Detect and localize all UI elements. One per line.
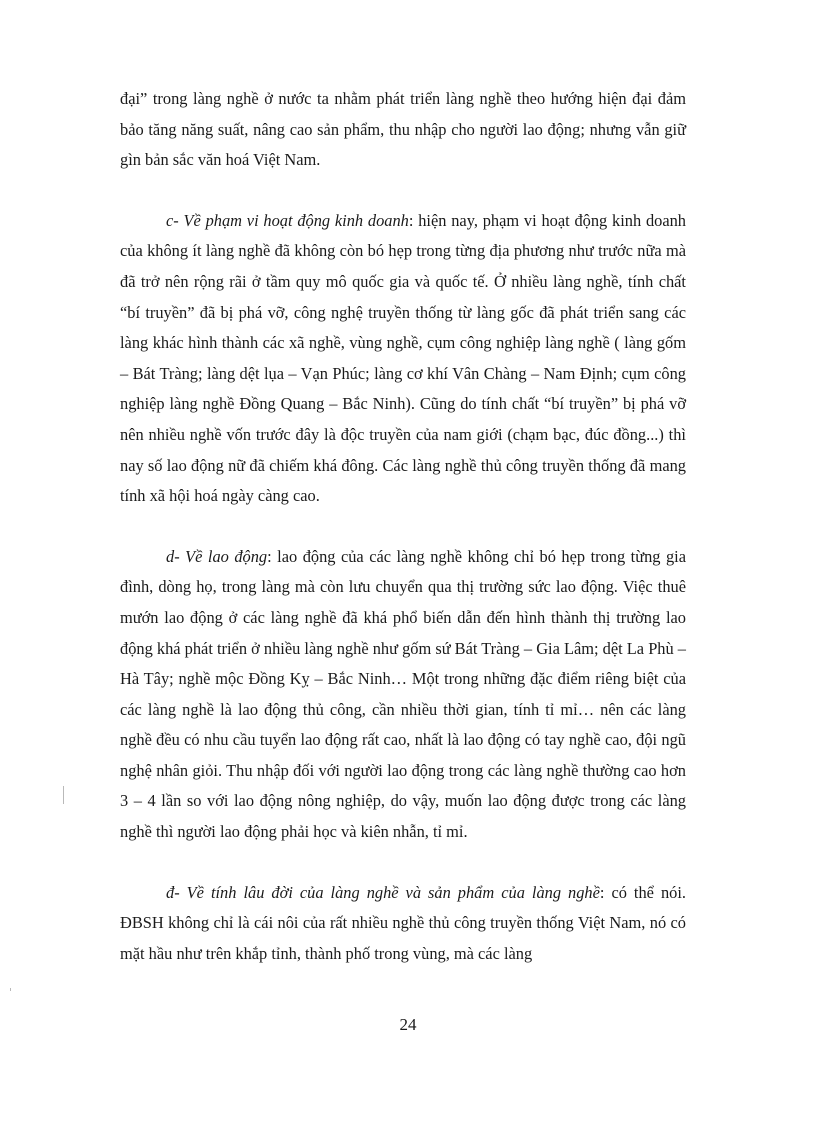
paragraph-intro (120, 84, 686, 176)
paragraph-gap (120, 512, 686, 542)
paragraph-business-scope (120, 206, 686, 512)
paragraph-gap (120, 848, 686, 878)
scan-mark (10, 988, 11, 991)
section-heading-dd: đ- Về tính lâu đời của làng nghề và sản phẩm của làng nghề (166, 882, 600, 902)
section-heading-c: c- Về phạm vi hoạt động kinh doanh (166, 210, 409, 230)
paragraph-text: : có thể nói. ĐBSH không chỉ là cái nôi của rất nhiều nghề thủ công truyền thống Việt Nam, nó có mặt hầu như trên khắp tỉnh, thành phố trong vùng, mà các làng (120, 882, 686, 963)
scan-mark (63, 786, 64, 804)
document-body (120, 84, 686, 969)
paragraph-labor (120, 542, 686, 848)
paragraph-text: đại” trong làng nghề ở nước ta nhằm phát triển làng nghề theo hướng hiện đại đảm bảo tăng năng suất, nâng cao sản phẩm, thu nhập cho người lao động; nhưng vẫn giữ gìn bản sắc văn hoá Việt Nam. (120, 89, 686, 170)
paragraph-text: : lao động của các làng nghề không chỉ bó hẹp trong từng gia đình, dòng họ, trong làng mà còn lưu chuyển qua thị trường sức lao động. Việc thuê mướn lao động ở các làng nghề đã khá phổ biến dẫn đến hình thành thị trường lao động khá phát triển ở nhiều làng nghề như gốm sứ Bát Tràng – Gia Lâm; dệt La Phù – Hà Tây; nghề mộc Đồng Kỵ – Bắc Ninh… Một trong những đặc điểm riêng biệt của các làng nghề là lao động thủ công, cần nhiều thời gian, tính tỉ mỉ… nên các làng nghề đều có nhu cầu tuyển lao động rất cao, nhất là lao động có tay nghề cao, đội ngũ nghệ nhân giỏi. Thu nhập đối với người lao động trong các làng nghề thường cao hơn 3 – 4 lần so với lao động nông nghiệp, do vậy, muốn lao động được trong các làng nghề thì người lao động phải học và kiên nhẫn, tỉ mỉ. (120, 546, 686, 842)
paragraph-longevity (120, 878, 686, 970)
paragraph-gap (120, 176, 686, 206)
paragraph-text: : hiện nay, phạm vi hoạt động kinh doanh của không ít làng nghề đã không còn bó hẹp trong từng địa phương như trước nữa mà đã trở nên rộng rãi ở tầm quy mô quốc gia và quốc tế. Ở nhiều làng nghề, tính chất “bí truyền” đã bị phá vỡ, công nghệ truyền thống từ làng gốc đã phát triển sang các làng khác hình thành các xã nghề, vùng nghề, cụm công nghiệp làng nghề ( làng gốm – Bát Tràng; làng dệt lụa – Vạn Phúc; làng cơ khí Vân Chàng – Nam Định; cụm công nghiệp làng nghề Đồng Quang – Bắc Ninh). Cũng do tính chất “bí truyền” bị phá vỡ nên nhiều nghề vốn trước đây là độc truyền của nam giới (chạm bạc, đúc đồng...) thì nay số lao động nữ đã chiếm khá đông. Các làng nghề thủ công truyền thống đã mang tính xã hội hoá ngày càng cao. (120, 210, 686, 506)
page-number: 24 (399, 1015, 417, 1034)
section-heading-d: d- Về lao động (166, 546, 268, 566)
